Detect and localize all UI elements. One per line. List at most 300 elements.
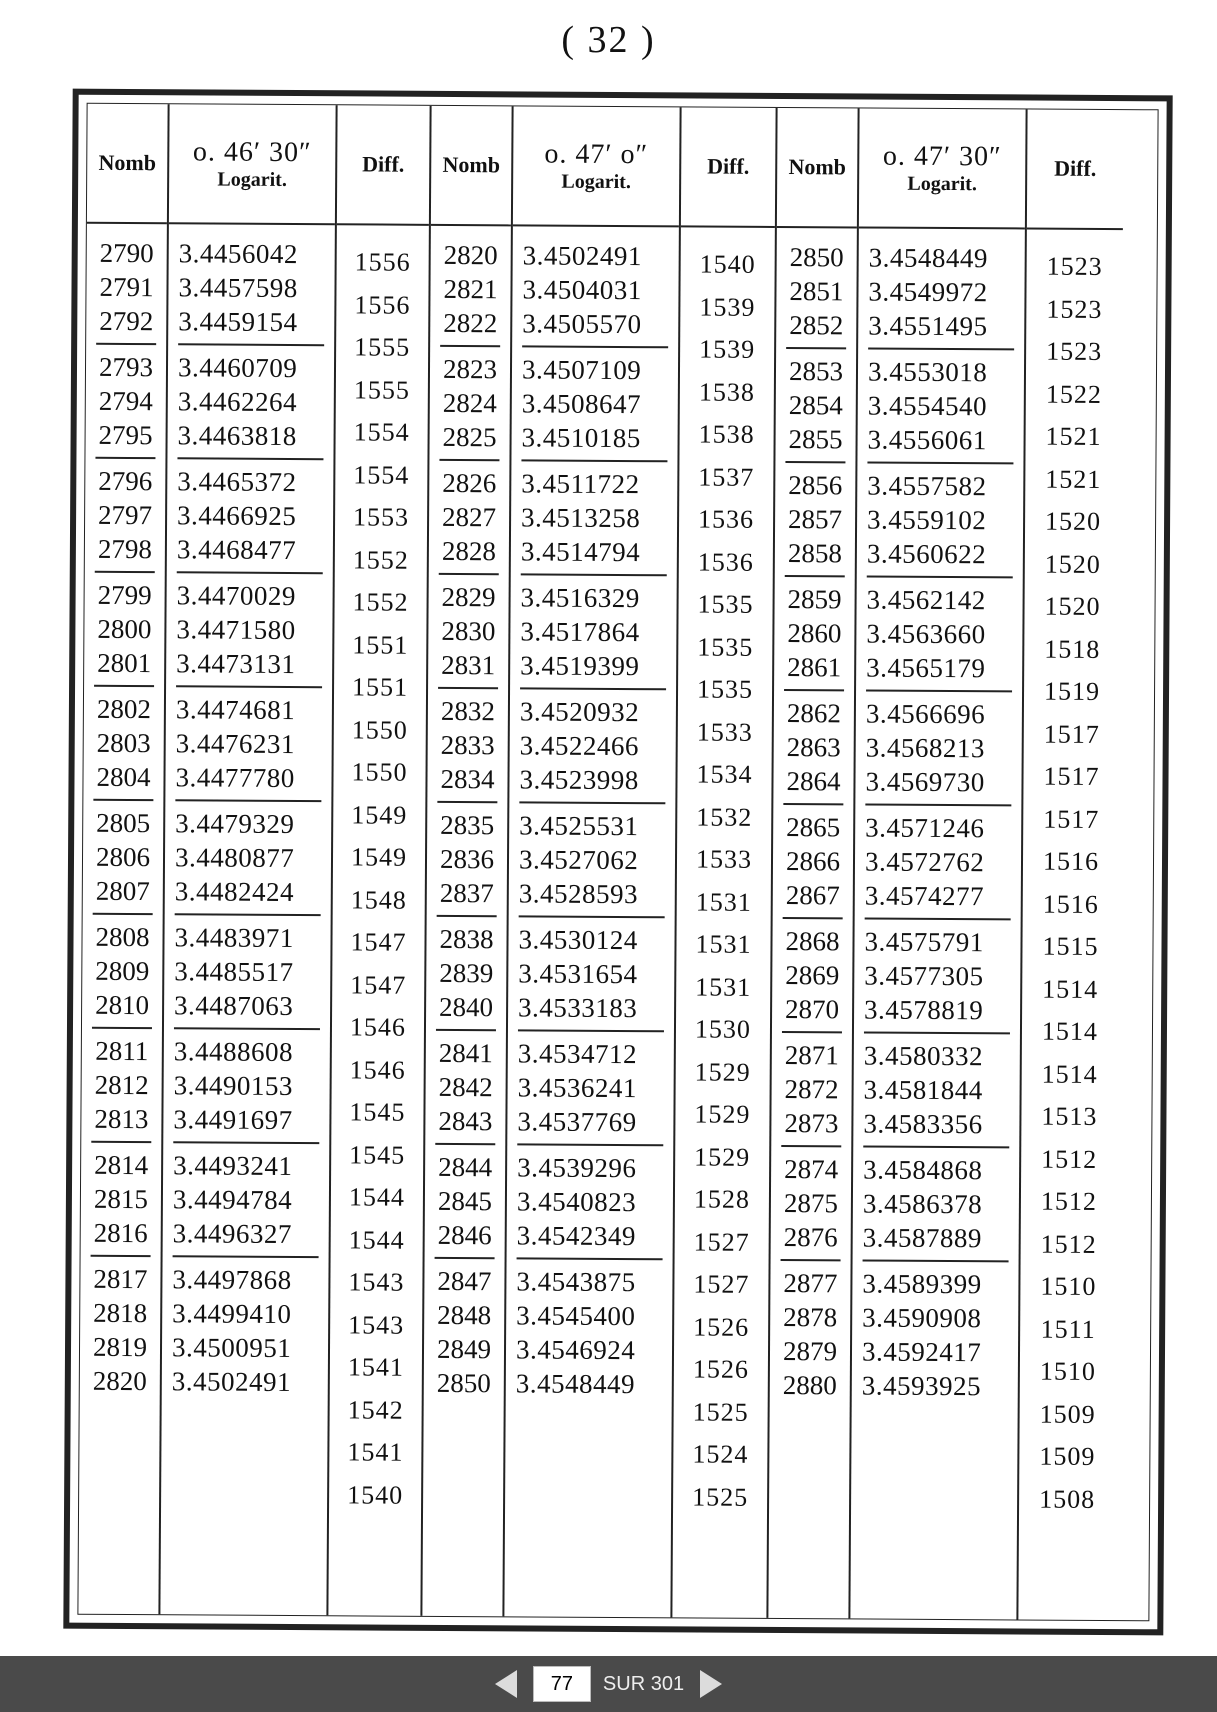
log-value: 3.4462264 (177, 386, 298, 418)
log-group (167, 464, 334, 567)
group-divider (93, 913, 153, 915)
group-divider (176, 685, 322, 688)
nomb-group (772, 924, 853, 1026)
nomb-value: 2870 (785, 994, 840, 1025)
next-page-icon[interactable] (700, 1670, 722, 1698)
nomb-group (770, 1266, 851, 1402)
diff-value: 1531 (695, 971, 752, 1002)
nomb-group (776, 240, 857, 342)
nomb-header: Nomb (442, 151, 501, 178)
nomb-value: 2846 (437, 1219, 492, 1251)
nomb-value: 2848 (437, 1299, 492, 1331)
nomb-value: 2824 (442, 387, 497, 419)
diff-value: 1510 (1040, 1271, 1097, 1301)
group-divider (866, 690, 1012, 693)
log-value: 3.4476231 (175, 728, 296, 760)
diff-value: 1524 (692, 1439, 749, 1469)
diff-value: 1535 (696, 674, 754, 704)
log-group (855, 810, 1022, 913)
nomb-value: 2800 (97, 613, 152, 645)
log-value: 3.4578819 (864, 994, 984, 1026)
group-divider (174, 1027, 320, 1030)
group-divider (92, 1027, 152, 1029)
diff-value: 1553 (353, 502, 410, 532)
nomb-value: 2802 (96, 693, 152, 725)
nomb-value: 2809 (95, 955, 150, 987)
nomb-value: 2869 (785, 960, 840, 991)
logarit-header: Logarit. (217, 168, 287, 191)
log-value: 3.4572762 (864, 846, 985, 878)
diff-value: 1547 (350, 969, 407, 1000)
log-value: 3.4590908 (862, 1302, 982, 1334)
nomb-value: 2852 (789, 310, 844, 341)
log-group (857, 354, 1024, 457)
diff-value: 1542 (347, 1394, 404, 1425)
log-value: 3.4574277 (864, 880, 985, 912)
log-value: 3.4548449 (515, 1368, 636, 1400)
nomb-value: 2804 (96, 761, 151, 793)
diff-value: 1540 (699, 249, 756, 279)
nomb-value: 2866 (785, 846, 841, 877)
diff-group (1019, 245, 1123, 1521)
log-value: 3.4516329 (520, 582, 640, 614)
log-value: 3.4554540 (867, 390, 988, 422)
log-value: 3.4587889 (862, 1222, 983, 1254)
nomb-value: 2853 (788, 356, 844, 387)
nomb-value: 2830 (441, 615, 496, 647)
log-group (852, 1266, 1019, 1403)
log-group (857, 468, 1024, 571)
nomb-group (82, 920, 163, 1022)
log-value: 3.4527062 (518, 844, 639, 876)
diff-column (672, 107, 777, 1618)
nomb-value: 2844 (438, 1151, 493, 1183)
group-divider (784, 689, 844, 691)
group-divider (520, 687, 666, 690)
log-value: 3.4485517 (174, 956, 294, 988)
log-value: 3.4493241 (173, 1150, 293, 1182)
log-value: 3.4497868 (172, 1264, 292, 1296)
diff-value: 1538 (698, 419, 755, 449)
group-divider (95, 571, 155, 573)
nomb-value: 2847 (437, 1265, 492, 1297)
log-value: 3.4537769 (517, 1106, 637, 1138)
group-divider (781, 1259, 841, 1261)
diff-value: 1556 (354, 289, 411, 320)
nomb-value: 2868 (785, 926, 840, 957)
diff-value: 1531 (695, 886, 752, 917)
group-divider (439, 459, 499, 461)
nomb-value: 2875 (783, 1188, 839, 1219)
nomb-group (430, 238, 511, 340)
nomb-column (768, 108, 859, 1618)
group-divider (517, 1143, 663, 1146)
nomb-group (86, 236, 167, 338)
log-group (853, 1152, 1020, 1255)
diff-value: 1556 (354, 247, 411, 277)
group-divider (435, 1257, 495, 1259)
log-value: 3.4565179 (866, 652, 986, 684)
group-divider (93, 799, 153, 801)
log-group (164, 920, 331, 1023)
group-divider (95, 457, 155, 459)
log-value: 3.4543875 (516, 1266, 636, 1298)
diff-value: 1512 (1041, 1144, 1098, 1174)
log-group (858, 240, 1025, 343)
logarithm-column (504, 106, 681, 1617)
diff-group (673, 243, 775, 1519)
group-divider (521, 459, 667, 462)
log-value: 3.4456042 (178, 238, 299, 270)
nomb-value: 2825 (442, 421, 497, 453)
log-group (510, 580, 677, 683)
log-value: 3.4487063 (174, 990, 294, 1022)
diff-value: 1549 (351, 799, 408, 830)
log-value: 3.4488608 (173, 1036, 294, 1068)
diff-value: 1535 (697, 589, 754, 619)
nomb-value: 2843 (438, 1105, 493, 1137)
log-value: 3.4507109 (521, 354, 642, 386)
log-value: 3.4563660 (866, 618, 986, 650)
group-divider (435, 1143, 495, 1145)
log-group (511, 352, 678, 455)
diff-value: 1510 (1039, 1356, 1096, 1386)
diff-value: 1529 (694, 1141, 751, 1172)
log-group (165, 692, 332, 795)
nomb-value: 2826 (442, 467, 497, 499)
nomb-value: 2794 (98, 385, 153, 417)
diff-value: 1555 (353, 374, 410, 405)
diff-value: 1534 (696, 759, 753, 789)
nomb-value: 2792 (99, 305, 154, 337)
log-group (163, 1034, 330, 1137)
group-divider (94, 685, 154, 687)
nomb-value: 2827 (442, 501, 497, 533)
diff-header: Diff. (362, 151, 405, 177)
nomb-group (80, 1262, 161, 1398)
diff-value: 1514 (1041, 1059, 1098, 1089)
log-value: 3.4577305 (864, 960, 984, 992)
diff-value: 1533 (695, 844, 753, 874)
group-divider (91, 1255, 151, 1257)
log-value: 3.4568213 (865, 732, 986, 764)
group-divider (867, 576, 1013, 579)
log-value: 3.4511722 (521, 468, 640, 500)
nomb-value: 2838 (439, 923, 494, 955)
diff-value: 1530 (694, 1014, 752, 1044)
diff-value: 1543 (348, 1267, 405, 1297)
log-value: 3.4522466 (519, 730, 640, 762)
log-value: 3.4523998 (519, 764, 639, 796)
nomb-value: 2832 (440, 695, 496, 727)
nomb-value: 2854 (788, 390, 843, 421)
nomb-value: 2850 (789, 242, 844, 273)
prev-page-icon[interactable] (495, 1670, 517, 1698)
log-value: 3.4460709 (177, 352, 298, 384)
diff-value: 1532 (696, 801, 753, 832)
log-value: 3.4545400 (516, 1300, 636, 1332)
group-divider (178, 343, 324, 346)
nomb-value: 2790 (99, 237, 154, 269)
nomb-value: 2810 (95, 989, 150, 1021)
diff-value: 1545 (349, 1139, 406, 1170)
log-value: 3.4502491 (522, 240, 643, 272)
nomb-header: Nomb (98, 149, 157, 176)
diff-value: 1526 (692, 1354, 749, 1384)
nomb-group (84, 578, 165, 680)
log-group (506, 1264, 673, 1401)
log-value: 3.4560622 (866, 538, 987, 570)
diff-value: 1552 (352, 587, 409, 617)
diff-value: 1546 (349, 1012, 407, 1042)
nomb-group (775, 354, 856, 456)
nomb-value: 2798 (97, 533, 152, 565)
log-value: 3.4546924 (515, 1334, 636, 1366)
log-value: 3.4477780 (175, 762, 295, 794)
diff-value: 1527 (693, 1269, 750, 1299)
diff-value: 1538 (698, 376, 755, 407)
log-value: 3.4575791 (864, 926, 984, 958)
group-divider (864, 1032, 1010, 1035)
group-divider (518, 1029, 664, 1032)
nomb-value: 2874 (784, 1154, 839, 1185)
nomb-group (773, 810, 854, 912)
log-value: 3.4463818 (177, 420, 297, 452)
log-value: 3.4569730 (865, 766, 985, 798)
group-divider (91, 1141, 151, 1143)
nomb-value: 2795 (98, 419, 153, 451)
log-value: 3.4525531 (519, 810, 639, 842)
nomb-value: 2817 (93, 1263, 148, 1295)
nomb-group (429, 466, 510, 568)
log-value: 3.4470029 (176, 580, 296, 612)
diff-value: 1541 (347, 1352, 404, 1382)
nomb-group (83, 806, 164, 908)
diff-value: 1536 (697, 546, 754, 577)
log-value: 3.4468477 (176, 534, 297, 566)
group-divider (96, 343, 156, 345)
diff-value: 1523 (1046, 336, 1103, 366)
diff-value: 1508 (1039, 1484, 1096, 1514)
page-number-input[interactable] (533, 1666, 591, 1702)
nomb-value: 2855 (788, 424, 843, 455)
group-divider (786, 347, 846, 349)
group-divider (781, 1145, 841, 1147)
diff-value: 1540 (347, 1479, 404, 1510)
nomb-group (425, 1150, 506, 1252)
log-value: 3.4584868 (863, 1154, 983, 1186)
group-divider (439, 573, 499, 575)
group-divider (517, 1257, 663, 1260)
diff-value: 1541 (347, 1437, 404, 1467)
page-count-label: SUR 301 (602, 1672, 685, 1695)
nomb-group (85, 464, 166, 566)
nomb-value: 2793 (98, 351, 154, 383)
log-value: 3.4471580 (176, 614, 296, 646)
diff-value: 1512 (1040, 1186, 1098, 1216)
diff-value: 1548 (350, 884, 407, 915)
log-value: 3.4592417 (861, 1336, 982, 1368)
diff-value: 1509 (1039, 1399, 1096, 1429)
group-divider (440, 345, 500, 347)
nomb-value: 2816 (93, 1217, 148, 1249)
group-divider (437, 915, 497, 917)
group-divider (868, 348, 1014, 351)
group-divider (437, 801, 497, 803)
log-value: 3.4542349 (516, 1220, 637, 1252)
angle-header: o. 47′ 30″ (882, 140, 1002, 172)
diff-value: 1554 (353, 417, 410, 447)
nomb-value: 2859 (787, 584, 842, 615)
nomb-value: 2808 (95, 921, 150, 953)
nomb-value: 2851 (789, 276, 844, 307)
logarithm-column (160, 104, 337, 1615)
diff-header: Diff. (707, 153, 750, 179)
nomb-group (774, 582, 855, 684)
log-value: 3.4517864 (520, 616, 640, 648)
diff-value: 1514 (1042, 974, 1099, 1004)
log-value: 3.4571246 (865, 812, 985, 844)
log-value: 3.4553018 (867, 356, 988, 388)
nomb-value: 2801 (97, 647, 152, 679)
group-divider (436, 1029, 496, 1031)
diff-value: 1535 (697, 631, 754, 662)
nomb-value: 2856 (788, 470, 843, 501)
diff-value: 1547 (350, 927, 407, 957)
log-value: 3.4465372 (177, 466, 297, 498)
nomb-value: 2878 (783, 1302, 838, 1333)
diff-value: 1527 (693, 1226, 750, 1257)
nomb-group (81, 1148, 162, 1250)
diff-value: 1529 (694, 1099, 751, 1129)
nomb-value: 2873 (784, 1108, 839, 1139)
diff-value: 1545 (349, 1097, 406, 1127)
nomb-value: 2812 (94, 1069, 149, 1101)
log-value: 3.4459154 (178, 306, 298, 338)
log-group (163, 1148, 330, 1251)
diff-value: 1520 (1044, 549, 1101, 579)
diff-value: 1549 (350, 842, 408, 872)
log-value: 3.4504031 (522, 274, 642, 306)
nomb-value: 2872 (784, 1074, 839, 1105)
diff-value: 1517 (1043, 761, 1100, 791)
log-group (166, 578, 333, 681)
log-value: 3.4457598 (178, 272, 298, 304)
viewer-toolbar (0, 1656, 1217, 1712)
log-value: 3.4479329 (175, 808, 295, 840)
diff-value: 1520 (1044, 591, 1101, 621)
diff-value: 1518 (1044, 634, 1101, 664)
group-divider (785, 575, 845, 577)
diff-value: 1525 (692, 1396, 749, 1427)
nomb-group (775, 468, 856, 570)
log-value: 3.4583356 (863, 1108, 983, 1140)
log-group (512, 238, 679, 341)
diff-value: 1521 (1045, 421, 1102, 451)
nomb-value: 2806 (95, 841, 151, 873)
nomb-value: 2805 (96, 807, 151, 839)
nomb-group (426, 922, 507, 1024)
nomb-value: 2803 (96, 727, 151, 759)
nomb-value: 2796 (98, 465, 153, 497)
nomb-value: 2820 (92, 1365, 147, 1397)
nomb-value: 2823 (442, 353, 498, 385)
nomb-value: 2820 (443, 239, 498, 271)
nomb-value: 2829 (441, 581, 496, 613)
log-value: 3.4556061 (867, 424, 987, 456)
log-group (856, 582, 1023, 685)
nomb-value: 2845 (437, 1185, 493, 1217)
group-divider (783, 917, 843, 919)
group-divider (863, 1260, 1009, 1263)
nomb-group (85, 350, 166, 452)
diff-header: Diff. (1054, 155, 1097, 181)
log-value: 3.4508647 (521, 388, 642, 420)
diff-value: 1521 (1045, 464, 1102, 494)
nomb-group (428, 580, 509, 682)
log-value: 3.4502491 (171, 1366, 292, 1398)
log-value: 3.4551495 (868, 310, 988, 342)
nomb-value: 2836 (439, 843, 495, 875)
log-group (507, 1150, 674, 1253)
page-number: ( 32 ) (561, 19, 656, 61)
group-divider (519, 915, 665, 918)
nomb-value: 2821 (443, 273, 498, 305)
logarit-header: Logarit. (561, 170, 631, 193)
diff-value: 1513 (1041, 1101, 1098, 1131)
diff-value: 1539 (699, 291, 756, 322)
nomb-value: 2813 (94, 1103, 149, 1135)
log-value: 3.4483971 (174, 922, 294, 954)
diff-value: 1517 (1043, 719, 1100, 749)
diff-value: 1520 (1045, 506, 1102, 536)
nomb-group (771, 1038, 852, 1140)
log-group (507, 1036, 674, 1139)
log-value: 3.4536241 (517, 1072, 637, 1104)
log-value: 3.4593925 (861, 1370, 982, 1402)
diff-value: 1544 (348, 1224, 405, 1255)
nomb-group (771, 1152, 852, 1254)
group-divider (177, 457, 323, 460)
nomb-value: 2865 (786, 812, 841, 843)
nomb-value: 2879 (782, 1336, 838, 1367)
diff-value: 1514 (1041, 1016, 1099, 1046)
log-group (511, 466, 678, 569)
diff-value: 1529 (694, 1056, 751, 1087)
log-value: 3.4473131 (176, 648, 296, 680)
log-value: 3.4549972 (868, 276, 988, 308)
log-group (168, 236, 335, 339)
log-value: 3.4531654 (518, 958, 638, 990)
nomb-value: 2860 (787, 618, 842, 649)
log-value: 3.4533183 (518, 992, 638, 1024)
group-divider (863, 1146, 1009, 1149)
nomb-group (425, 1036, 506, 1138)
diff-value: 1543 (348, 1309, 405, 1340)
log-value: 3.4513258 (521, 502, 641, 534)
diff-value: 1551 (351, 672, 409, 702)
log-value: 3.4534712 (517, 1038, 638, 1070)
diff-value: 1512 (1040, 1229, 1097, 1259)
group-divider (177, 571, 323, 574)
log-value: 3.4580332 (863, 1040, 984, 1072)
nomb-value: 2841 (438, 1037, 493, 1069)
diff-value: 1550 (351, 714, 408, 745)
group-divider (521, 573, 667, 576)
log-value: 3.4514794 (520, 536, 641, 568)
log-value: 3.4482424 (174, 876, 295, 908)
log-group (854, 924, 1021, 1027)
